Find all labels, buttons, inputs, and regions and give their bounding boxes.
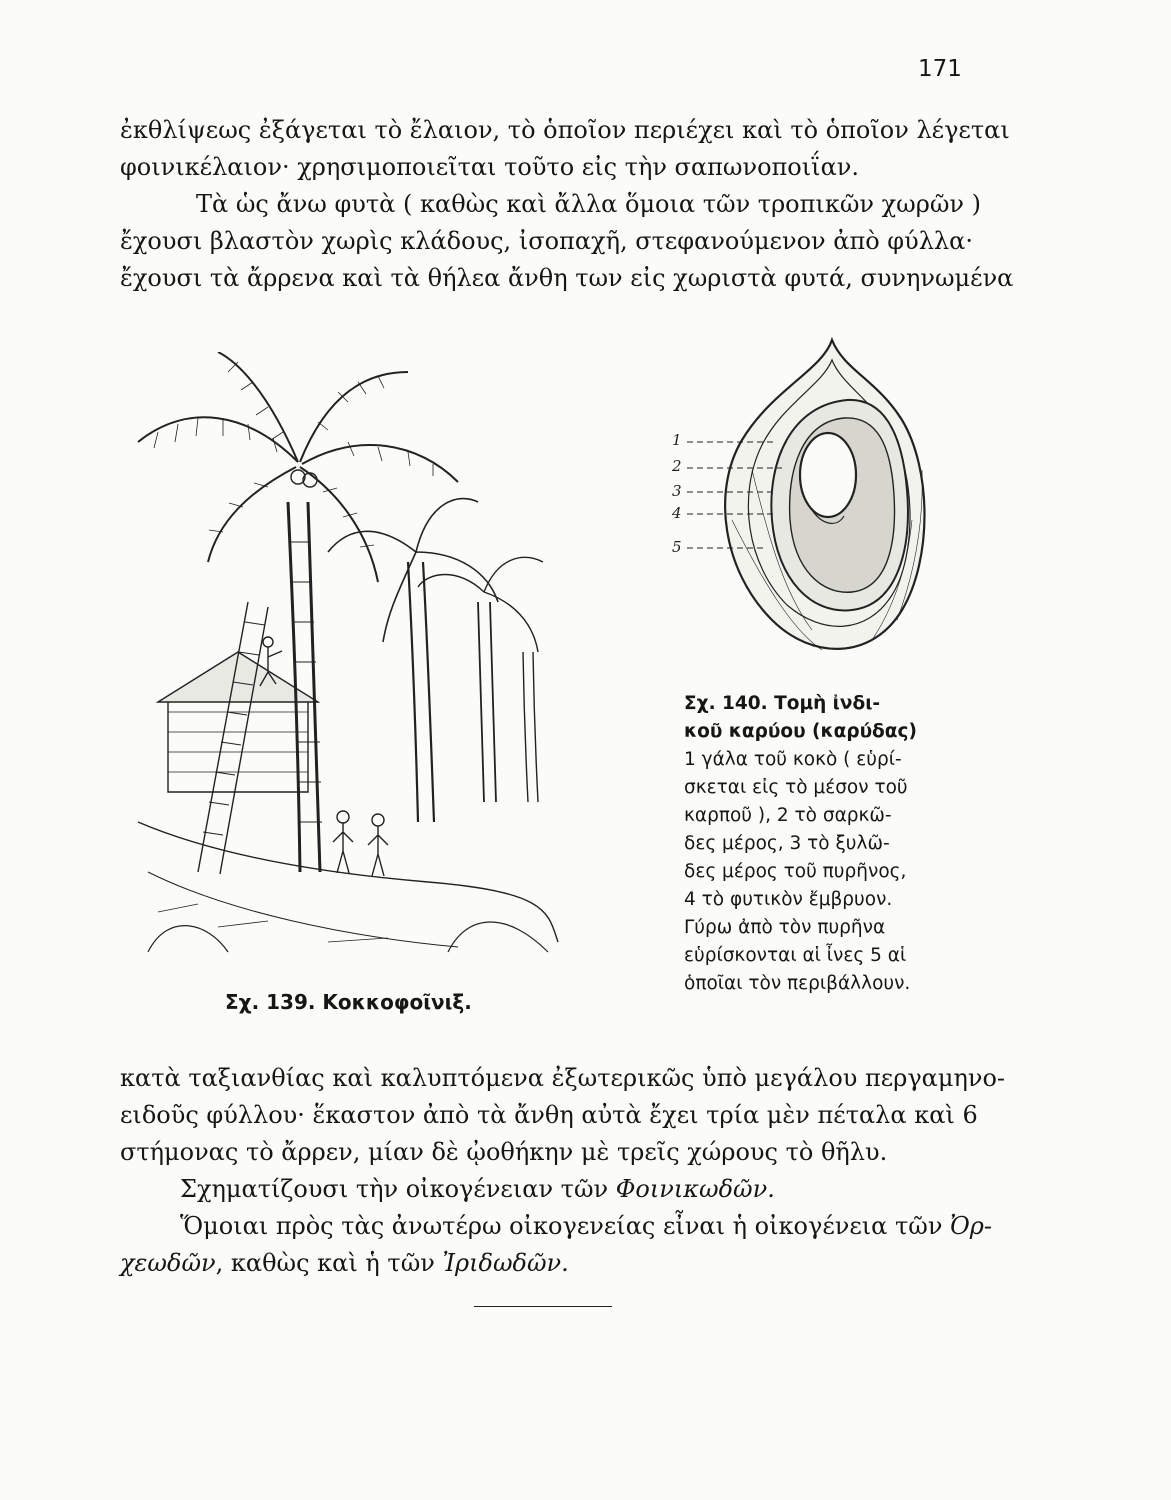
paragraph-top (120, 112, 1014, 297)
figure-label: 5 (672, 538, 682, 556)
text-line: ἐκθλίψεως ἐξάγεται τὸ ἔλαιον, τὸ ὁποῖον περιέχει καὶ τὸ ὁποῖον λέγεται (120, 116, 1010, 144)
caption-line: δες μέρος τοῦ πυρῆνος, (684, 861, 907, 882)
coconut-cross-section-illustration (672, 330, 962, 670)
caption-line: εὑρίσκονται αἱ ἶνες 5 αἱ (684, 945, 907, 966)
figure-label: 1 (672, 431, 682, 449)
text-line: ἔχουσι τὰ ἄρρενα καὶ τὰ θήλεα ἄνθη των εἰς χωριστὰ φυτά, συνηνωμένα (120, 264, 1014, 292)
text-line: Τὰ ὡς ἄνω φυτὰ ( καθὼς καὶ ἄλλα ὅμοια τῶν τροπικῶν χωρῶν ) (196, 190, 981, 218)
family-name: Φοινικωδῶν. (615, 1175, 775, 1203)
text-line: φοινικέλαιον· χρησιμοποιεῖται τοῦτο εἰς τὴν σαπωνοποιΐαν. (120, 153, 859, 181)
text-run: , καθὼς καὶ ἡ τῶν (215, 1249, 443, 1277)
text-line: ἔχουσι βλαστὸν χωρὶς κλάδους, ἰσοπαχῆ, στεφανούμενον ἀπὸ φύλλα· (120, 227, 973, 255)
text-line: στήμονας τὸ ἄρρεν, μίαν δὲ ᾠοθήκην μὲ τρεῖς χώρους τὸ θῆλυ. (120, 1138, 888, 1166)
coconut-palm-illustration (128, 352, 568, 967)
figure-label: 4 (672, 504, 682, 522)
figure-label: 2 (672, 457, 682, 475)
text-run: Ὅμοιαι πρὸς τὰς ἀνωτέρω οἰκογενείας εἶναι ἡ οἰκογένεια τῶν (180, 1212, 951, 1240)
text-line (120, 1171, 958, 1208)
text-line (120, 1245, 958, 1282)
figure-caption-140 (684, 690, 956, 998)
caption-line: δες μέρος, 3 τὸ ξυλῶ- (684, 833, 890, 854)
caption-line: καρποῦ ), 2 τὸ σαρκῶ- (684, 805, 892, 826)
caption-line: Γύρω ἀπὸ τὸν πυρῆνα (684, 917, 886, 938)
text-run: Σχηματίζουσι τὴν οἰκογένειαν τῶν (180, 1175, 616, 1203)
page-number: 171 (918, 56, 962, 82)
caption-line: σκεται εἰς τὸ μέσον τοῦ (684, 777, 908, 798)
family-name: χεωδῶν (120, 1249, 216, 1277)
text-line (120, 1208, 992, 1245)
figure-caption: Σχ. 139. Κοκκοφοῖνιξ. (225, 990, 472, 1014)
text-line: κατὰ ταξιανθίας καὶ καλυπτόμενα ἐξωτερικῶς ὑπὸ μεγάλου περγαμηνο- (120, 1064, 1006, 1092)
figure-label: 3 (672, 482, 682, 500)
caption-title-line: Σχ. 140. Τομὴ ἰνδι- (684, 693, 881, 714)
paragraph-bottom (120, 1060, 1006, 1282)
text-line: ειδοῦς φύλλου· ἕκαστον ἀπὸ τὰ ἄνθη αὐτὰ ἔχει τρία μὲν πέταλα καὶ 6 (120, 1101, 978, 1129)
caption-line: 1 γάλα τοῦ κοκὸ ( εὑρί- (684, 749, 902, 770)
caption-line: 4 τὸ φυτικὸν ἔμβρυον. (684, 889, 893, 910)
section-end-rule (474, 1306, 612, 1307)
caption-line: ὁποῖαι τὸν περιβάλλουν. (684, 973, 911, 994)
caption-title-line: κοῦ καρύου (καρύδας) (684, 721, 917, 742)
family-name: Ἰριδωδῶν. (442, 1249, 569, 1277)
family-name: Ὀρ- (950, 1212, 992, 1240)
